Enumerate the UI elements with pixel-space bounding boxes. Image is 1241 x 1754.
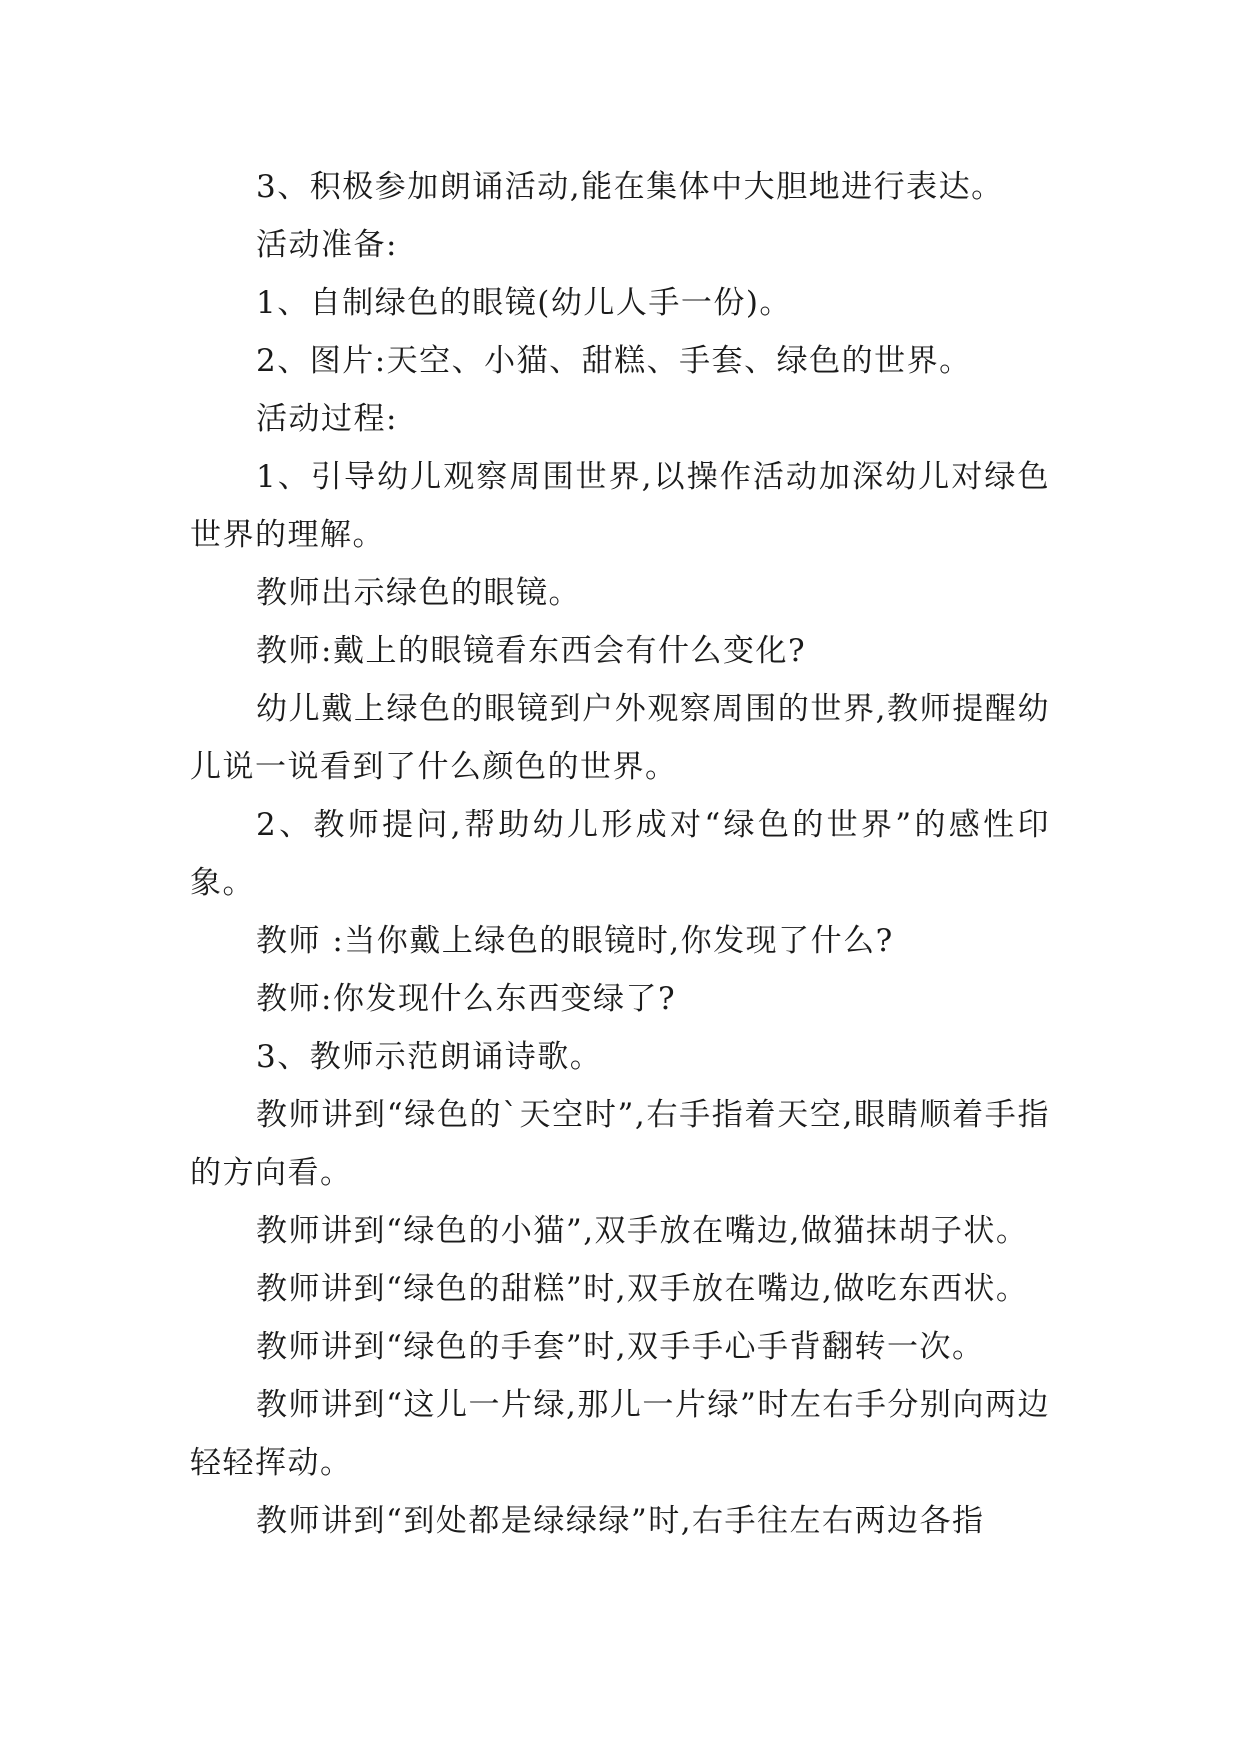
section-heading: 活动过程: bbox=[256, 401, 398, 437]
paragraph: 2、图片:天空、小猫、甜糕、手套、绿色的世界。 bbox=[256, 343, 972, 379]
paragraph: 教师讲到“绿色的甜糕”时,双手放在嘴边,做吃东西状。 bbox=[256, 1271, 1029, 1307]
document-body bbox=[190, 158, 1050, 1550]
paragraph: 教师讲到“到处都是绿绿绿”时,右手往左右两边各指 bbox=[256, 1503, 985, 1539]
section-heading: 活动准备: bbox=[256, 227, 398, 263]
paragraph: 教师:你发现什么东西变绿了? bbox=[256, 981, 677, 1017]
paragraph: 3、积极参加朗诵活动,能在集体中大胆地进行表达。 bbox=[256, 169, 1004, 205]
paragraph: 教师讲到“绿色的手套”时,双手手心手背翻转一次。 bbox=[256, 1329, 985, 1365]
paragraph: 教师出示绿色的眼镜。 bbox=[256, 575, 581, 611]
paragraph: 幼儿戴上绿色的眼镜到户外观察周围的世界,教师提醒幼儿说一说看到了什么颜色的世界。 bbox=[190, 691, 1050, 785]
paragraph: 教师讲到“绿色的小猫”,双手放在嘴边,做猫抹胡子状。 bbox=[256, 1213, 1029, 1249]
paragraph: 1、引导幼儿观察周围世界,以操作活动加深幼儿对绿色世界的理解。 bbox=[190, 459, 1050, 553]
paragraph: 教师:戴上的眼镜看东西会有什么变化? bbox=[256, 633, 807, 669]
paragraph: 1、自制绿色的眼镜(幼儿人手一份)。 bbox=[256, 285, 792, 321]
paragraph: 教师 :当你戴上绿色的眼镜时,你发现了什么? bbox=[256, 923, 894, 959]
paragraph: 2、教师提问,帮助幼儿形成对“绿色的世界”的感性印象。 bbox=[190, 807, 1050, 901]
paragraph: 教师讲到“绿色的`天空时”,右手指着天空,眼睛顺着手指的方向看。 bbox=[190, 1097, 1050, 1191]
paragraph: 教师讲到“这儿一片绿,那儿一片绿”时左右手分别向两边轻轻挥动。 bbox=[190, 1387, 1050, 1481]
paragraph: 3、教师示范朗诵诗歌。 bbox=[256, 1039, 603, 1075]
